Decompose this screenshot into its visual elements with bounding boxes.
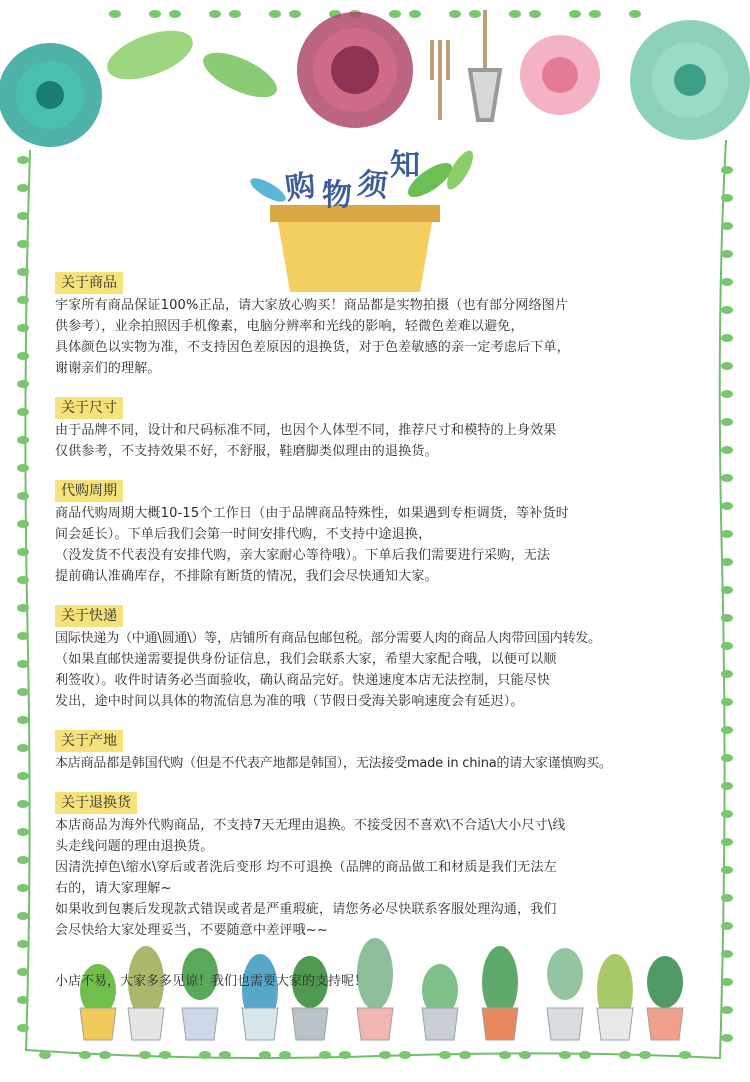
section-line: 商品代购周期大概10-15个工作日（由于品牌商品特殊性，如果遇到专柜调货，等补货时 [55, 506, 569, 521]
vine-leaf [17, 380, 29, 388]
vine-leaf [17, 912, 29, 920]
section-line: 国际快递为（中通\圆通\）等，店铺所有商品包邮包税。部分需要人肉的商品人肉带回国内转发。 [55, 631, 601, 646]
vine-leaf [529, 10, 541, 18]
vine-leaf [219, 1051, 231, 1059]
vine-leaf [389, 10, 401, 18]
vine-leaf [319, 1051, 331, 1059]
vine-leaf [721, 1006, 733, 1014]
vine-leaf [17, 464, 29, 472]
vine-leaf [17, 184, 29, 192]
vine-leaf [569, 10, 581, 18]
pink-flower [520, 35, 600, 115]
vine-leaf [639, 1051, 651, 1059]
vine-leaf [17, 800, 29, 808]
vine-leaf [17, 688, 29, 696]
vine-leaf [17, 324, 29, 332]
vine-leaf [17, 212, 29, 220]
vine-leaf [39, 1051, 51, 1059]
vine-leaf [17, 604, 29, 612]
vine-leaf [17, 436, 29, 444]
section-line: 右的，请大家理解~ [55, 881, 172, 896]
vine-leaf [559, 1051, 571, 1059]
vine-leaf [17, 240, 29, 248]
section-line: 发出，途中时间以具体的物流信息为准的哦（节假日受海关影响速度会有延迟）。 [55, 694, 524, 709]
closing-note: 小店不易，大家多多见谅！我们也需要大家的支持呢！ [55, 974, 368, 989]
vine-leaf [17, 352, 29, 360]
vine-leaf [17, 940, 29, 948]
vine-leaf [17, 660, 29, 668]
vine-leaf [17, 716, 29, 724]
section-line: 提前确认准确库存，不排除有断货的情况，我们会尽快通知大家。 [55, 569, 438, 584]
vine-leaf [469, 10, 481, 18]
garden-tools-icon [432, 10, 500, 120]
vine-leaf [579, 1051, 591, 1059]
title-char: 购 [283, 168, 318, 207]
vine-leaf [17, 408, 29, 416]
section-line: 间会延长）。下单后我们会第一时间安排代购，不支持中途退换， [55, 527, 432, 542]
vine-leaf [289, 10, 301, 18]
notice-content [55, 272, 725, 1005]
vine-leaf [721, 1034, 733, 1042]
vine-leaf [209, 10, 221, 18]
vine-leaf [399, 1051, 411, 1059]
section-line: （没发货不代表没有安排代购，亲大家耐心等待哦）。下单后我们需要进行采购，无法 [55, 548, 551, 563]
vine-leaf [721, 222, 733, 230]
section-line: 头走线问题的理由退换货。 [55, 839, 214, 854]
vine-leaf [259, 1051, 271, 1059]
vine-leaf [339, 1051, 351, 1059]
vine-leaf [17, 268, 29, 276]
succulent-top-left [0, 21, 283, 147]
rose-succulent [297, 12, 413, 128]
vine-leaf [721, 166, 733, 174]
section-line: 会尽快给大家处理妥当，不要随意中差评哦~~ [55, 923, 328, 938]
succulent-top-right [630, 20, 750, 140]
vine-leaf [17, 884, 29, 892]
vine-leaf [619, 1051, 631, 1059]
section-line: 仅供参考，不支持效果不好，不舒服，鞋磨脚类似理由的退换货。 [55, 444, 438, 459]
vine-leaf [109, 10, 121, 18]
section-line: 宇家所有商品保证100%正品，请大家放心购买！商品都是实物拍摄（也有部分网络图片 [55, 298, 569, 313]
section-line: 谢谢亲们的理解。 [55, 361, 161, 376]
vine-leaf [679, 1051, 691, 1059]
vine-leaf [17, 520, 29, 528]
section-line: 如果收到包裹后发现款式错误或者是严重瑕疵，请您务必尽快联系客服处理沟通，我们 [55, 902, 557, 917]
section-line: 因清洗掉色\缩水\穿后或者洗后变形 均不可退换（品牌的商品做工和材质是我们无法左 [55, 860, 557, 875]
section-line: （如果直邮快递需要提供身份证信息，我们会联系大家，希望大家配合哦，以便可以顺 [55, 652, 557, 667]
section-origin [55, 730, 725, 774]
vine-leaf [17, 856, 29, 864]
section-line: 本店商品为海外代购商品，不支持7天无理由退换。不接受因不喜欢\不合适\大小尺寸\线 [55, 818, 566, 833]
vine-leaf [519, 1051, 531, 1059]
vine-leaf [17, 828, 29, 836]
vine-leaf [229, 10, 241, 18]
vine-leaf [17, 548, 29, 556]
vine-leaf [17, 772, 29, 780]
vine-leaf [379, 1051, 391, 1059]
vine-leaf [269, 10, 281, 18]
vine-leaf [459, 1051, 471, 1059]
vine-leaf [449, 10, 461, 18]
vine-leaf [439, 1051, 451, 1059]
vine-leaf [17, 576, 29, 584]
vine-leaf [17, 968, 29, 976]
vine-leaf [409, 10, 421, 18]
section-heading: 代购周期 [55, 480, 123, 502]
section-heading: 关于退换货 [55, 792, 137, 814]
section-line: 供参考），业余拍照因手机像素，电脑分辨率和光线的影响，轻微色差难以避免， [55, 319, 524, 334]
vine-leaf [149, 10, 161, 18]
section-returns [55, 792, 725, 941]
section-size [55, 397, 725, 462]
vine-leaf [139, 1051, 151, 1059]
vine-leaf [509, 10, 521, 18]
vine-leaf [17, 1024, 29, 1032]
section-heading: 关于尺寸 [55, 397, 123, 419]
title-char: 物 [322, 178, 352, 213]
vine-leaf [721, 194, 733, 202]
vine-leaf [629, 10, 641, 18]
vine-leaf [17, 632, 29, 640]
vine-leaf [499, 1051, 511, 1059]
section-heading: 关于快递 [55, 605, 123, 627]
section-shipping [55, 605, 725, 712]
vine-leaf [17, 296, 29, 304]
vine-leaf [721, 250, 733, 258]
section-line: 具体颜色以实物为准，不支持因色差原因的退换货，对于色差敏感的亲一定考虑后下单， [55, 340, 570, 355]
vine-leaf [79, 1051, 91, 1059]
vine-leaf [17, 744, 29, 752]
vine-leaf [169, 10, 181, 18]
section-heading: 关于产地 [55, 730, 123, 752]
section-line: 利签收）。收件时请务必当面验收，确认商品完好。快递速度本店无法控制，只能尽快 [55, 673, 551, 688]
section-heading: 关于商品 [55, 272, 123, 294]
vine-leaf [17, 492, 29, 500]
vine-leaf [279, 1051, 291, 1059]
section-line: 本店商品都是韩国代购（但是不代表产地都是韩国），无法接受made in china的请大家谨慎购买。 [55, 756, 612, 771]
vine-leaf [17, 156, 29, 164]
section-product [55, 272, 725, 379]
section-line: 由于品牌不同，设计和尺码标准不同，也因个人体型不同，推荐尺寸和模特的上身效果 [55, 423, 557, 438]
vine-leaf [589, 10, 601, 18]
vine-leaf [159, 1051, 171, 1059]
section-purchase-cycle [55, 480, 725, 587]
vine-leaf [99, 1051, 111, 1059]
title-char: 须 [355, 166, 390, 205]
title-char: 知 [390, 148, 420, 183]
vine-leaf [17, 996, 29, 1004]
vine-leaf [199, 1051, 211, 1059]
